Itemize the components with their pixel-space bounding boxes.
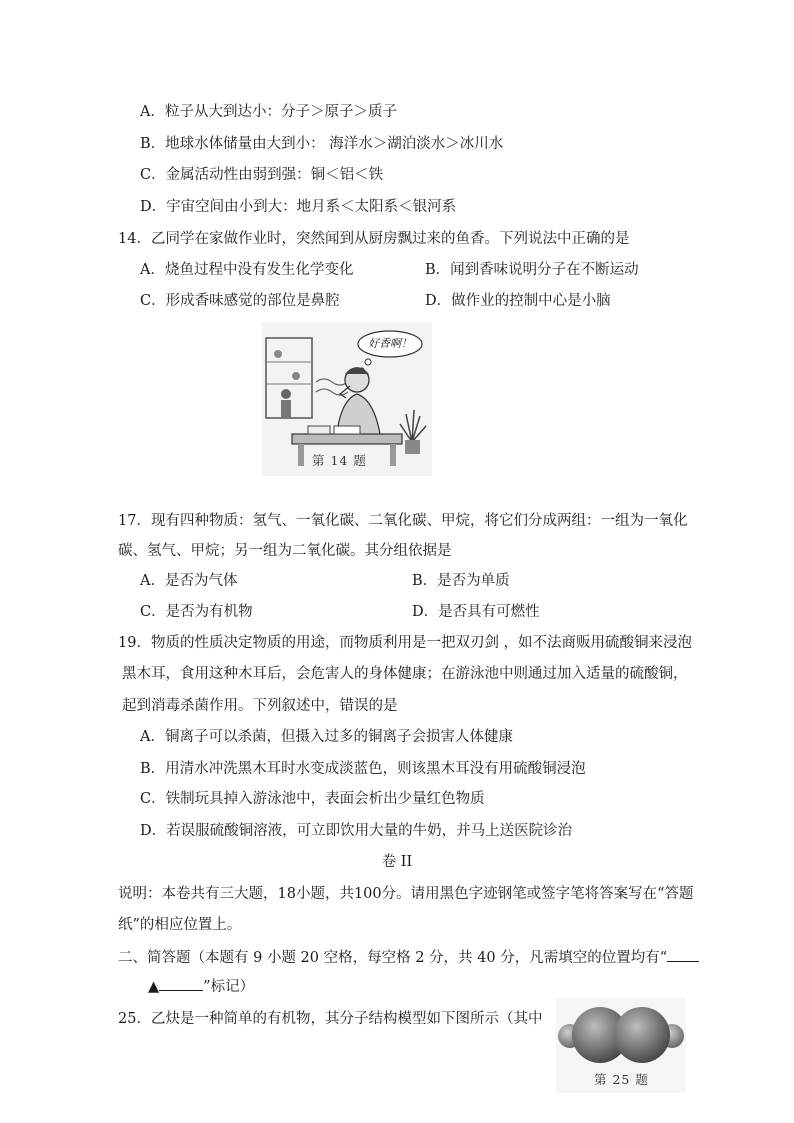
q19-stem-line2: 黑木耳，食用这种木耳后，会危害人的身体健康；在游泳池中则通过加入适量的硫酸铜，: [122, 666, 688, 682]
section-note-line1: 说明：本卷共有三大题，18小题，共100分。请用黑色字迹钢笔或签字笔将答案写在“答题: [118, 886, 694, 902]
q25-caption: 第 25 题: [594, 1072, 649, 1087]
section-note-line2: 纸”的相应位置上。: [118, 917, 242, 933]
q14-figure: [262, 322, 432, 476]
q14-stem: 14．乙同学在家做作业时，突然闻到从厨房飘过来的鱼香。下列说法中正确的是: [118, 231, 630, 247]
q19-option-a: A．铜离子可以杀菌，但摄入过多的铜离子会损害人体健康: [140, 729, 513, 745]
q19-option-d: D．若误服硫酸铜溶液，可立即饮用大量的牛奶，并马上送医院诊治: [140, 823, 573, 839]
section-heading-end: ”标记）: [203, 979, 255, 995]
q14-option-d: D．做作业的控制中心是小脑: [425, 293, 611, 309]
q17-option-c: C．是否为有机物: [140, 604, 253, 620]
q17-stem-line1: 17．现有四种物质：氢气、一氧化碳、二氧化碳、甲烷，将它们分成两组：一组为一氧化: [118, 513, 688, 529]
blank-marker: ▲: [148, 979, 160, 995]
q13-option-b: B．地球水体储量由大到小： 海洋水＞湖泊淡水＞冰川水: [140, 136, 504, 152]
q19-stem-line3: 起到消毒杀菌作用。下列叙述中，错误的是: [122, 698, 398, 714]
section-heading-text: 二、简答题（本题有 9 小题 20 空格，每空格 2 分，共 40 分，凡需填空的位置均有“: [118, 950, 668, 966]
q14-bubble-text: 好香啊！: [368, 337, 412, 350]
q17-stem-line2: 碳、氢气、甲烷；另一组为二氧化碳。其分组依据是: [118, 543, 452, 559]
q17-option-a: A．是否为气体: [140, 573, 238, 589]
q25-figure: [556, 998, 686, 1093]
q14-caption: 第 14 题: [312, 453, 367, 468]
q17-option-d: D．是否具有可燃性: [412, 604, 540, 620]
blank-underline-2: [159, 978, 203, 991]
q25-stem: 25．乙炔是一种简单的有机物，其分子结构模型如下图所示（其中: [118, 1011, 543, 1027]
section-heading-line2: [148, 978, 254, 995]
section-heading-line1: [118, 949, 699, 966]
q19-stem-line1: 19．物质的性质决定物质的用途，而物质利用是一把双刃剑 ，如不法商贩用硫酸铜来浸泡: [118, 635, 693, 651]
q17-option-b: B．是否为单质: [412, 573, 510, 589]
q14-option-a: A．烧鱼过程中没有发生化学变化: [140, 262, 354, 278]
q14-option-b: B．闻到香味说明分子在不断运动: [425, 262, 639, 278]
q13-option-a: A．粒子从大到达小：分子＞原子＞质子: [140, 104, 397, 120]
q19-option-c: C．铁制玩具掉入游泳池中，表面会析出少量红色物质: [140, 791, 485, 807]
section-title: 卷 II: [381, 854, 413, 870]
q14-option-c: C．形成香味感觉的部位是鼻腔: [140, 293, 340, 309]
blank-underline: [667, 949, 699, 962]
q13-option-d: D．宇宙空间由小到大：地月系＜太阳系＜银河系: [140, 199, 457, 215]
q13-option-c: C．金属活动性由弱到强：铜＜铝＜铁: [140, 167, 384, 183]
q19-option-b: B．用清水冲洗黑木耳时水变成淡蓝色，则该黑木耳没有用硫酸铜浸泡: [140, 761, 586, 777]
